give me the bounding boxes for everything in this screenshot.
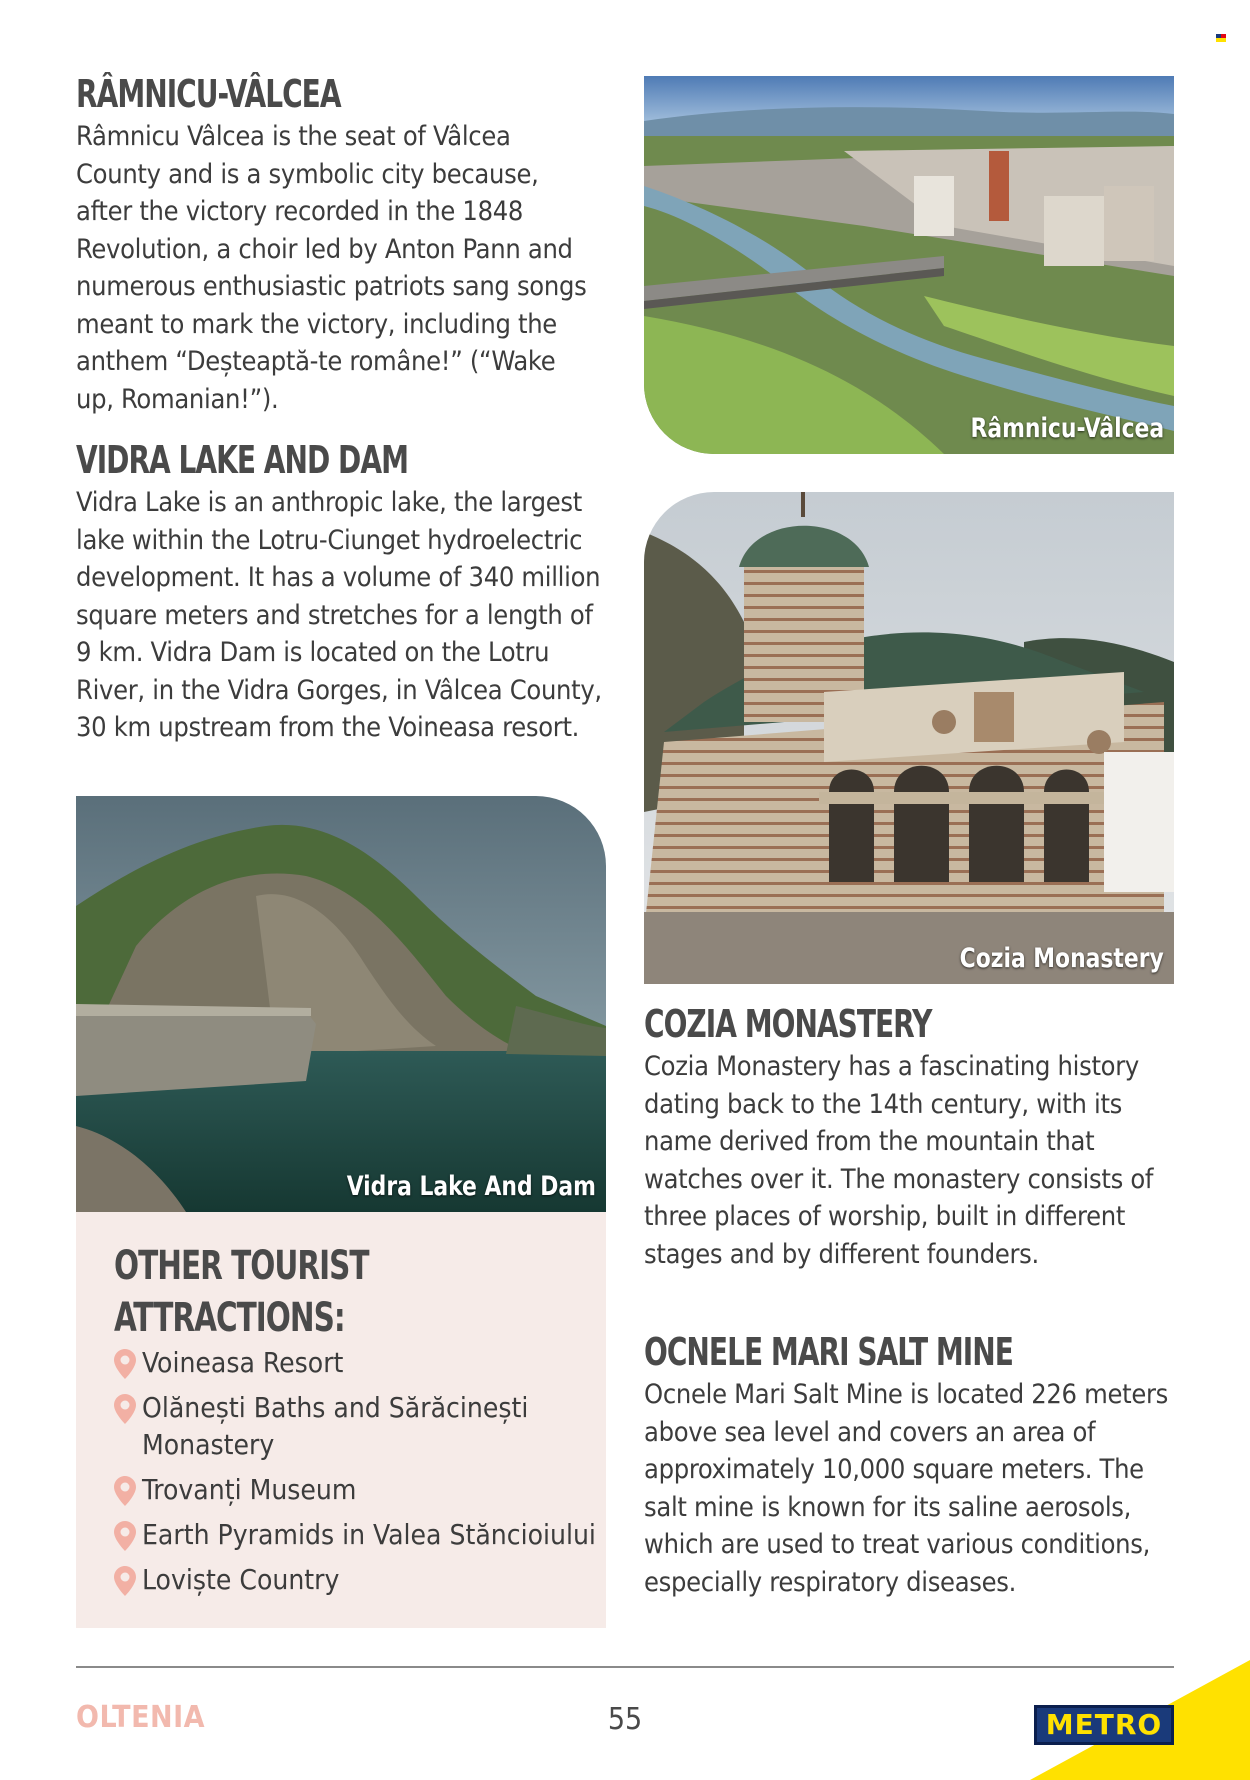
section-title-vidra: VIDRA LAKE AND DAM [76,438,408,482]
attraction-label: Trovanți Museum [142,1473,357,1506]
attraction-label: Voineasa Resort [142,1346,344,1379]
location-pin-icon [114,1394,136,1424]
attraction-label: Loviște Country [142,1563,340,1596]
section-title-ramnicu: RÂMNICU-VÂLCEA [76,72,341,116]
footer-region-label: OLTENIA [76,1700,206,1735]
location-pin-icon [114,1476,136,1506]
attraction-item [76,1471,606,1508]
vidra-photo-caption: Vidra Lake And Dam [346,1171,596,1202]
attraction-item [76,1344,606,1381]
other-attractions-box [76,1212,606,1628]
location-pin-icon [114,1349,136,1379]
location-pin-icon [114,1566,136,1596]
section-body-cozia: Cozia Monastery has a fascinating history dating back to the 14th century, with its name derived from the mountain that watches over it. The monastery consists of three places of worship, built in different stages and by different founders. [644,1051,1154,1270]
cozia-monastery-photo [644,492,1174,984]
page-number: 55 [607,1702,643,1737]
attraction-item [76,1561,606,1598]
attraction-label: Earth Pyramids in Valea Stăncioiului [142,1518,596,1551]
section-title-cozia: COZIA MONASTERY [644,1002,932,1046]
location-pin-icon [114,1521,136,1551]
section-title-ocnele: OCNELE MARI SALT MINE [644,1330,1013,1374]
attractions-list [76,1344,606,1606]
attraction-label: Olănești Baths and Sărăcinești Monastery [142,1391,529,1461]
vidra-lake-photo [76,796,606,1212]
footer-divider [76,1666,1174,1668]
ramnicu-photo-caption: Râmnicu-Vâlcea [970,413,1164,444]
ramnicu-valcea-photo [644,76,1174,454]
section-body-vidra: Vidra Lake is an anthropic lake, the largest lake within the Lotru-Ciunget hydroelectric development. It has a volume of 340 million square meters and stretches for a length of 9 km. Vidra Dam is located on the Lotru River, in the Vidra Gorges, in Vâlcea County, 30 km upstream from the Voineasa resort. [76,487,602,743]
metro-logo: METRO [1034,1705,1174,1745]
corner-flag-icon [1216,34,1226,42]
section-body-ocnele: Ocnele Mari Salt Mine is located 226 meters above sea level and covers an area of approximately 10,000 square meters. The salt mine is known for its saline aerosols, which are used to treat various conditions, especially respiratory diseases. [644,1379,1169,1598]
attraction-item [76,1389,606,1463]
cozia-photo-caption: Cozia Monastery [959,943,1164,974]
attractions-title-line2: ATTRACTIONS: [114,1295,345,1341]
attraction-item [76,1516,606,1553]
attractions-title-line1: OTHER TOURIST [114,1243,369,1289]
section-body-ramnicu: Râmnicu Vâlcea is the seat of Vâlcea County and is a symbolic city because, after the victory recorded in the 1848 Revolution, a choir led by Anton Pann and numerous enthusiastic patriots sang songs meant to mark the victory, including the anthem “Deșteaptă-te române!” (“Wake up, Romanian!”). [76,121,587,415]
